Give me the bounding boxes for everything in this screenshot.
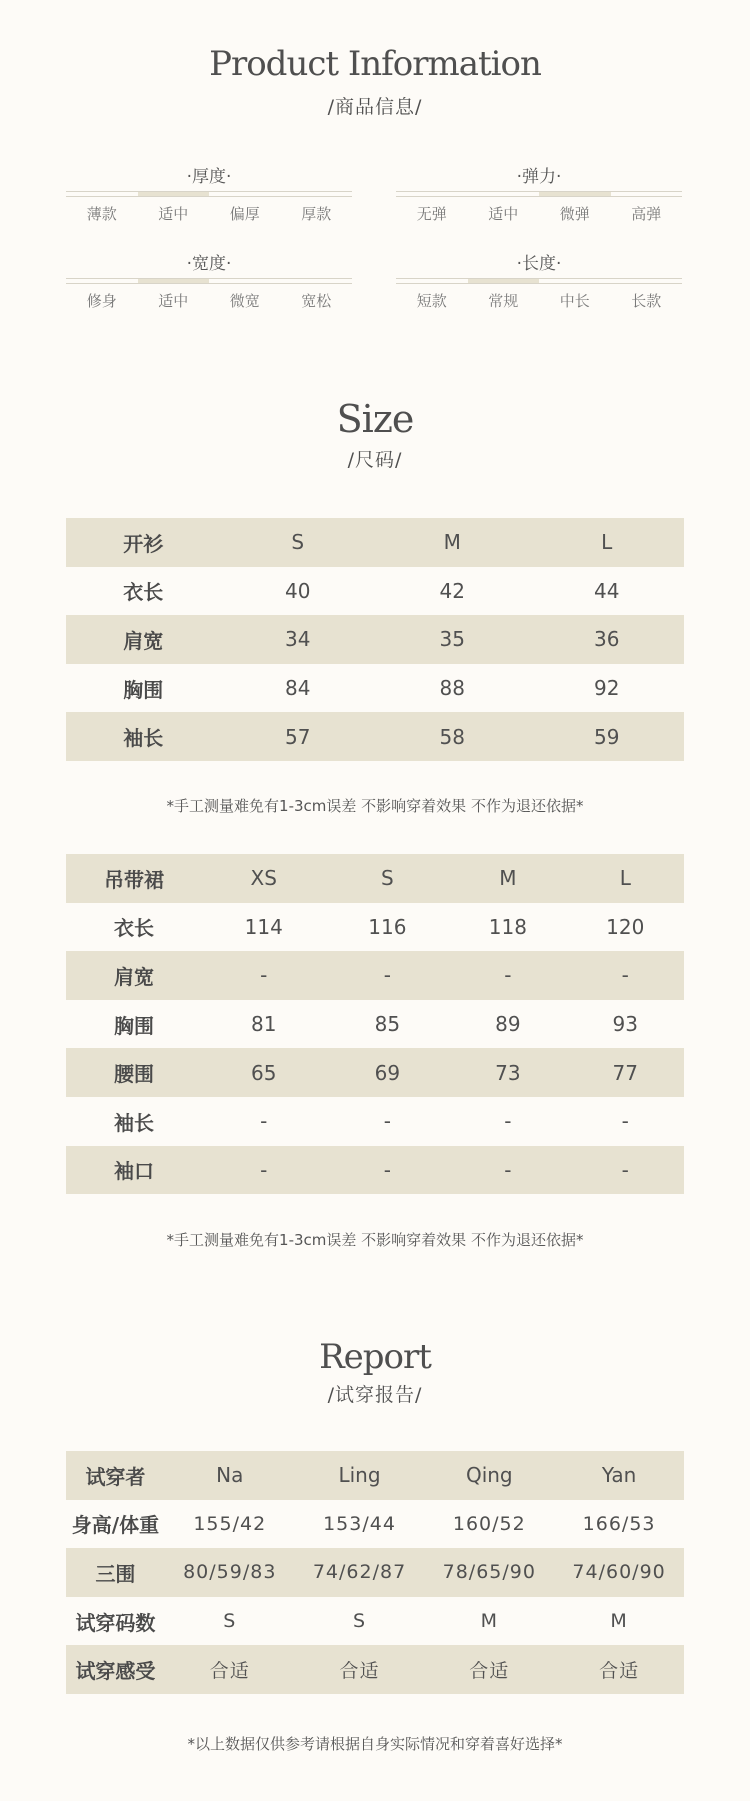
table-cell: 93 (612, 1012, 638, 1037)
table-row (66, 1500, 684, 1549)
table-cell: 116 (368, 914, 407, 939)
attr-option: 适中 (488, 205, 519, 223)
measurement-note: *手工测量难免有1-3cm误差 不影响穿着效果 不作为退还依据* (166, 797, 584, 815)
attr-option: 无弹 (416, 205, 447, 223)
table-cell: 69 (326, 1048, 450, 1097)
table-cell: - (504, 1109, 512, 1134)
table-row (66, 567, 684, 616)
attr-option: 薄款 (86, 205, 117, 223)
table-cell: 118 (488, 914, 527, 939)
table-cell: 153/44 (323, 1512, 396, 1535)
table-cell: - (202, 951, 326, 1000)
table-cell: 57 (221, 712, 376, 761)
fitting-report-table (66, 1451, 684, 1694)
attr-thickness (66, 162, 352, 236)
attr-label: ·弹力· (516, 167, 562, 187)
attr-label: ·厚度· (186, 167, 232, 187)
table-row (66, 1548, 684, 1597)
table-header-cell: S (221, 518, 376, 567)
attr-track (396, 278, 682, 284)
attr-option: 短款 (416, 292, 447, 310)
attr-option: 微宽 (229, 292, 260, 310)
table-cell: - (621, 1109, 629, 1134)
report-subtitle: /试穿报告/ (327, 1384, 423, 1406)
table-cell: 92 (594, 676, 620, 701)
attr-elasticity (396, 162, 682, 236)
table-cell: - (260, 1109, 268, 1134)
attr-option: 适中 (158, 292, 189, 310)
table-header-cell: XS (202, 854, 326, 903)
row-label: 胸围 (113, 1013, 154, 1038)
row-label: 袖长 (113, 1110, 154, 1135)
report-note: *以上数据仅供参考请根据自身实际情况和穿着喜好选择* (187, 1735, 563, 1753)
table-cell: 166/53 (582, 1512, 656, 1535)
size-title: Size (336, 397, 414, 441)
attr-track (396, 191, 682, 197)
table-cell: 35 (375, 615, 530, 664)
table-row (66, 664, 684, 713)
table-header-cell: Na (165, 1451, 295, 1500)
table-row (66, 903, 684, 952)
row-label: 三围 (66, 1548, 165, 1597)
row-label: 身高/体重 (71, 1513, 160, 1538)
table-cell: 78/65/90 (424, 1548, 554, 1597)
row-label: 试穿码数 (75, 1610, 156, 1635)
table-row (66, 1048, 684, 1097)
table-row (66, 712, 684, 761)
attr-option: 宽松 (301, 292, 332, 310)
row-label: 衣长 (123, 580, 164, 605)
table-cell: 84 (285, 676, 311, 701)
attr-label: ·长度· (516, 254, 562, 274)
table-cell: S (223, 1610, 237, 1633)
table-header-cell: M (449, 854, 566, 903)
table-cell: - (567, 951, 684, 1000)
table-cell: 合适 (424, 1645, 554, 1694)
row-label: 袖口 (66, 1146, 202, 1195)
attr-option: 常规 (488, 292, 519, 310)
attr-option: 厚款 (301, 205, 332, 223)
row-label: 袖长 (66, 712, 221, 761)
table-header-row (66, 854, 684, 903)
measurement-note: *手工测量难免有1-3cm误差 不影响穿着效果 不作为退还依据* (166, 1231, 584, 1249)
table-header-cell: M (375, 518, 530, 567)
attr-length (396, 249, 682, 323)
table-cell: - (326, 1146, 450, 1195)
attr-option: 长款 (631, 292, 662, 310)
table-header-cell: 吊带裙 (66, 854, 202, 903)
table-cell: - (383, 1109, 391, 1134)
table-header-cell: Yan (554, 1451, 684, 1500)
table-cell: 34 (221, 615, 376, 664)
size-subtitle: /尺码/ (347, 449, 403, 471)
attr-width (66, 249, 352, 323)
table-cell: 114 (244, 914, 283, 939)
attr-label: ·宽度· (186, 254, 232, 274)
row-label: 腰围 (66, 1048, 202, 1097)
table-header-row (66, 518, 684, 567)
table-cell: 65 (202, 1048, 326, 1097)
table-header-cell: 试穿者 (66, 1451, 165, 1500)
table-cell: 89 (495, 1012, 521, 1037)
table-cell: - (202, 1146, 326, 1195)
attr-indicator (138, 279, 210, 283)
table-cell: 58 (375, 712, 530, 761)
table-row (66, 1645, 684, 1694)
attr-indicator (539, 192, 611, 196)
table-row (66, 615, 684, 664)
table-cell: 80/59/83 (165, 1548, 295, 1597)
attr-indicator (468, 279, 540, 283)
report-title: Report (319, 1337, 431, 1377)
table-cell: 44 (594, 578, 620, 603)
table-row (66, 951, 684, 1000)
table-row (66, 1097, 684, 1146)
table-cell: 合适 (554, 1645, 684, 1694)
table-cell: 42 (439, 578, 465, 603)
attr-option: 修身 (86, 292, 117, 310)
table-cell: 36 (530, 615, 685, 664)
attr-option: 偏厚 (229, 205, 260, 223)
attr-option: 中长 (559, 292, 590, 310)
cardigan-size-table (66, 518, 684, 761)
attr-track (66, 191, 352, 197)
table-header-cell: S (326, 854, 450, 903)
attr-option: 微弹 (559, 205, 590, 223)
table-cell: 85 (374, 1012, 401, 1037)
table-header-cell: Qing (424, 1451, 554, 1500)
table-row (66, 1000, 684, 1049)
table-cell: 74/60/90 (554, 1548, 684, 1597)
attr-indicator (138, 192, 210, 196)
table-cell: M (610, 1610, 628, 1633)
table-cell: 40 (285, 578, 311, 603)
table-cell: 155/42 (193, 1512, 267, 1535)
table-cell: 73 (449, 1048, 566, 1097)
table-cell: 120 (606, 914, 645, 939)
table-cell: - (449, 951, 566, 1000)
product-info-subtitle: /商品信息/ (327, 96, 423, 118)
table-cell: 合适 (295, 1645, 425, 1694)
table-cell: 59 (530, 712, 685, 761)
table-header-row (66, 1451, 684, 1500)
table-cell: 合适 (165, 1645, 295, 1694)
product-info-title: Product Information (209, 44, 541, 84)
row-label: 试穿感受 (66, 1645, 165, 1694)
row-label: 肩宽 (66, 615, 221, 664)
table-cell: 160/52 (452, 1512, 526, 1535)
slip-dress-size-table (66, 854, 684, 1194)
table-cell: - (567, 1146, 684, 1195)
table-cell: 88 (439, 676, 465, 701)
table-cell: S (352, 1610, 367, 1633)
row-label: 衣长 (113, 916, 154, 941)
row-label: 肩宽 (66, 951, 202, 1000)
table-cell: 81 (251, 1012, 277, 1037)
table-header-cell: L (530, 518, 685, 567)
table-cell: 77 (567, 1048, 684, 1097)
table-header-cell: 开衫 (66, 518, 221, 567)
table-row (66, 1597, 684, 1646)
attr-option: 高弹 (631, 205, 662, 223)
table-header-cell: Ling (295, 1451, 425, 1500)
table-cell: - (449, 1146, 566, 1195)
attr-track (66, 278, 352, 284)
table-cell: 74/62/87 (295, 1548, 425, 1597)
table-header-cell: L (567, 854, 684, 903)
table-cell: M (480, 1610, 498, 1633)
table-row (66, 1146, 684, 1195)
attr-option: 适中 (158, 205, 189, 223)
table-cell: - (326, 951, 450, 1000)
row-label: 胸围 (123, 677, 164, 702)
